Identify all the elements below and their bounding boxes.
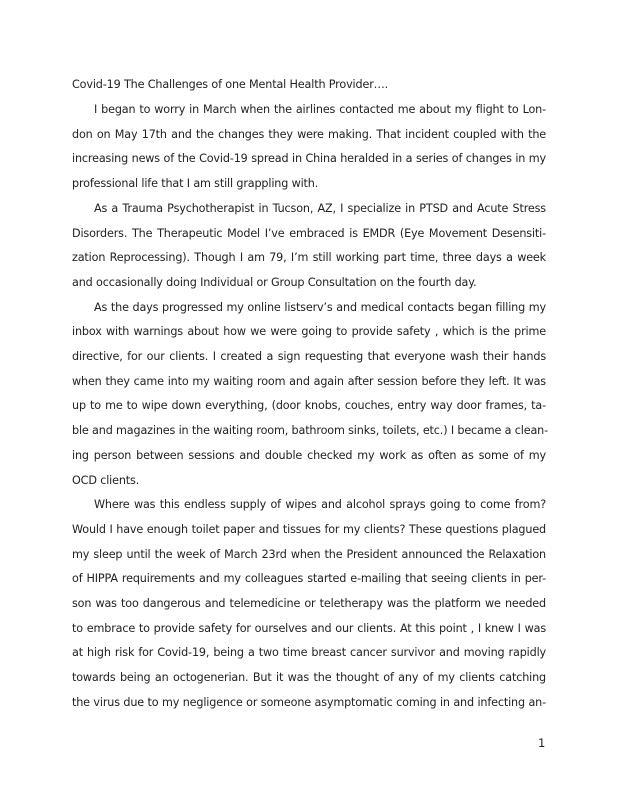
text-line: As a Trauma Psychotherapist in Tucson, AZ, I specialize in PTSD and Acute Stress <box>94 201 546 215</box>
text-line: the virus due to my negligence or someone asymptomatic coming in and infecting an- <box>72 695 546 709</box>
text-line: professional life that I am still grappling with. <box>72 177 319 191</box>
text-line: of HIPPA requirements and my colleagues started e-mailing that seeing clients in per- <box>72 572 546 586</box>
text-line: increasing news of the Covid-19 spread in China heralded in a series of changes in my <box>72 152 546 166</box>
text-line: don on May 17th and the changes they were making. That incident coupled with the <box>72 127 546 141</box>
text-line: ble and magazines in the waiting room, bathroom sinks, toilets, etc.) I became a clean- <box>72 424 548 438</box>
text-line: directive, for our clients. I created a sign requesting that everyone wash their hands <box>72 350 546 363</box>
text-line: up to me to wipe down everything, (door knobs, couches, entry way door frames, ta- <box>72 399 546 413</box>
text-line: inbox with warnings about how we were going to provide safety , which is the prime <box>72 325 546 339</box>
document-title: Covid-19 The Challenges of one Mental Health Provider…. <box>72 78 389 91</box>
text-line: my sleep until the week of March 23rd when the President announced the Relaxation <box>72 547 546 561</box>
text-line: zation Reprocessing). Though I am 79, I’m still working part time, three days a week <box>72 251 546 265</box>
text-line: Disorders. The Therapeutic Model I’ve embraced is EMDR (Eye Movement Desensiti- <box>72 226 546 240</box>
text-line: ing person between sessions and double checked my work as often as some of my <box>72 448 546 462</box>
text-line: at high risk for Covid-19, being a two time breast cancer survivor and moving rapidly <box>72 646 546 660</box>
text-line: As the days progressed my online listserv’s and medical contacts began filling my <box>94 300 546 314</box>
text-line: son was too dangerous and telemedicine or teletherapy was the platform we needed <box>72 597 546 610</box>
page-number: 1 <box>538 736 546 750</box>
text-line: towards being an octogenerian. But it was the thought of any of my clients catching <box>72 671 546 685</box>
text-line: OCD clients. <box>72 473 140 487</box>
text-line: I began to worry in March when the airlines contacted me about my flight to Lon- <box>94 103 546 116</box>
text-line: to embrace to provide safety for ourselves and our clients. At this point , I knew I was <box>72 621 546 635</box>
text-line: and occasionally doing Individual or Group Consultation on the fourth day. <box>72 275 477 289</box>
text-line: Would I have enough toilet paper and tissues for my clients? These questions plagued <box>72 522 546 536</box>
text-line: when they came into my waiting room and again after session before they left. It was <box>72 374 546 388</box>
text-line: Where was this endless supply of wipes and alcohol sprays going to come from? <box>94 498 546 512</box>
